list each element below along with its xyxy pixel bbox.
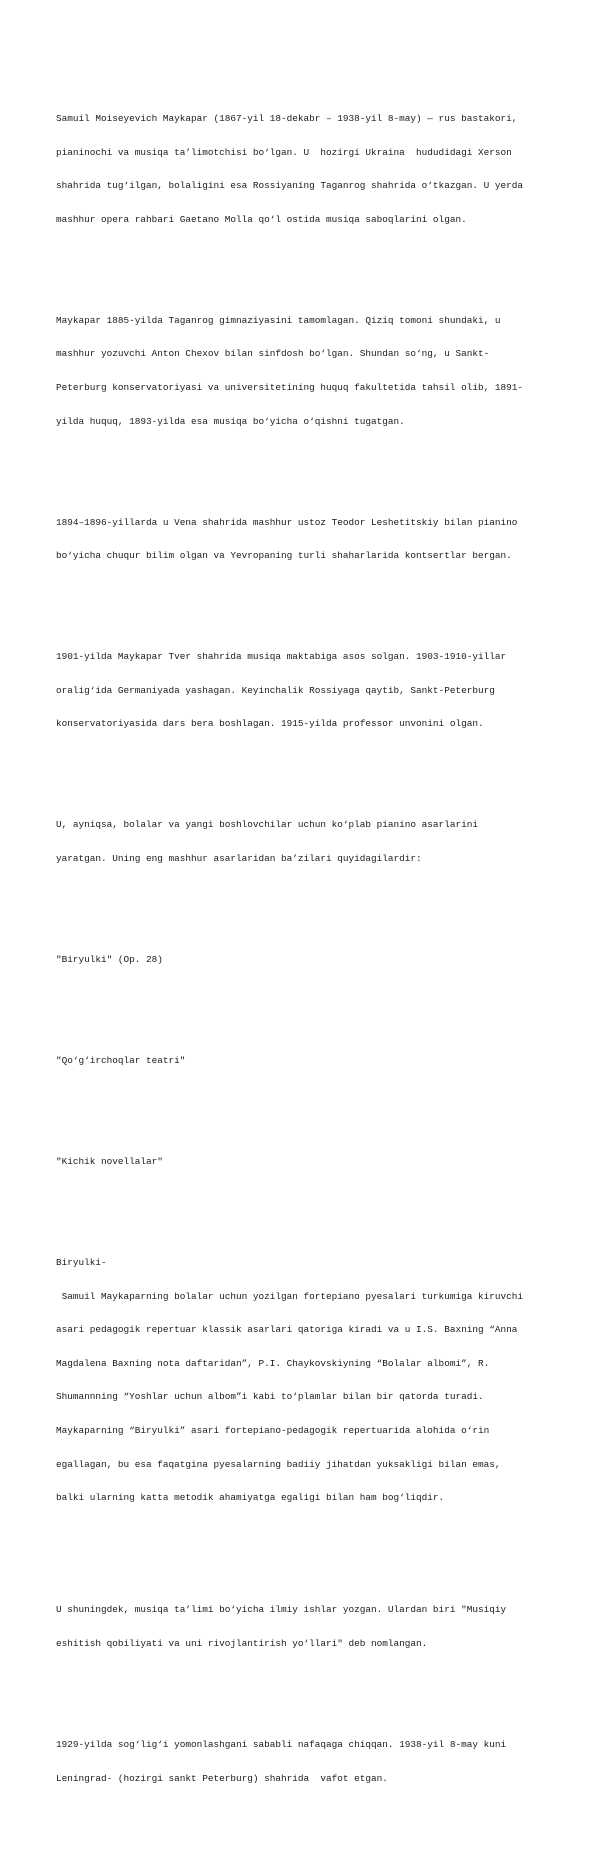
text-line: "Kichik novellalar"	[56, 1155, 163, 1167]
paragraph-career	[56, 629, 566, 752]
text-line: asari pedagogik repertuar klassik asarlari qatoriga kiradi va u I.S. Baxning “Anna	[56, 1324, 518, 1336]
text-line: oralig‘ida Germaniyada yashagan. Keyinchalik Rossiyaga qaytib, Sankt-Peterburg	[56, 684, 495, 696]
text-line: mashhur opera rahbari Gaetano Molla qo‘l ostida musiqa saboqlarini olgan.	[56, 213, 467, 225]
text-line: konservatoriyasida dars bera boshlagan. 1915-yilda professor unvonini olgan.	[56, 718, 484, 730]
text-line: mashhur yozuvchi Anton Chexov bilan sinfdosh bo‘lgan. Shundan so‘ng, u Sankt-	[56, 348, 490, 360]
text-line: Peterburg konservatoriyasi va universitetining huquq fakultetida tahsil olib, 1891-	[56, 381, 523, 393]
text-line: Leningrad- (hozirgi sankt Peterburg) shahrida vafot etgan.	[56, 1772, 388, 1784]
text-line: 1929-yilda sog‘lig‘i yomonlashgani sababli nafaqaga chiqqan. 1938-yil 8-may kuni	[56, 1738, 507, 1750]
text-line: shahrida tug‘ilgan, bolaligini esa Rossiyaning Taganrog shahrida o‘tkazgan. U yerda	[56, 180, 523, 192]
paragraph-intro	[56, 91, 566, 248]
text-line: U, ayniqsa, bolalar va yangi boshlovchilar uchun ko‘plab pianino asarlarini	[56, 819, 478, 831]
text-line: eshitish qobiliyati va uni rivojlantirish yo‘llari" deb nomlangan.	[56, 1637, 428, 1649]
text-line: U shuningdek, musiqa ta’limi bo‘yicha ilmiy ishlar yozgan. Ulardan biri "Musiqiy	[56, 1604, 507, 1616]
text-line: 1894–1896-yillarda u Vena shahrida mashhur ustoz Teodor Leshetitskiy bilan pianino	[56, 516, 518, 528]
paragraph-death	[56, 1717, 566, 1807]
text-line: yilda huquq, 1893-yilda esa musiqa bo‘yicha o‘qishni tugatgan.	[56, 415, 405, 427]
text-line: Magdalena Baxning nota daftaridan”, P.I. Chaykovskiyning “Bolalar albomi”, R.	[56, 1357, 490, 1369]
text-line: Samuil Moiseyevich Maykapar (1867-yil 18-dekabr – 1938-yil 8-may) — rus bastakori,	[56, 113, 518, 125]
text-line: bo‘yicha chuqur bilim olgan va Yevropaning turli shaharlarida kontsertlar bergan.	[56, 550, 512, 562]
text-line: "Qo‘g‘irchoqlar teatri"	[56, 1054, 186, 1066]
text-line: Samuil Maykaparning bolalar uchun yozilgan fortepiano pyesalari turkumiga kiruvchi	[56, 1290, 523, 1302]
paragraph-vienna	[56, 494, 566, 584]
paragraph-education	[56, 292, 566, 449]
work-title-biryulki	[56, 932, 566, 988]
text-line: yaratgan. Uning eng mashhur asarlaridan ba’zilari quyidagilardir:	[56, 852, 422, 864]
text-line: pianinochi va musiqa ta’limotchisi bo‘lgan. U hozirgi Ukraina hududidagi Xerson	[56, 146, 512, 158]
paragraph-works-intro	[56, 797, 566, 887]
paragraph-research	[56, 1582, 566, 1672]
work-title-puppet-theatre	[56, 1033, 566, 1089]
text-line: Maykapar 1885-yilda Taganrog gimnaziyasini tamomlagan. Qiziq tomoni shundaki, u	[56, 314, 501, 326]
text-line: Shumannning “Yoshlar uchun albom”i kabi to‘plamlar bilan bir qatorda turadi.	[56, 1391, 484, 1403]
text-line: 1901-yilda Maykapar Tver shahrida musiqa maktabiga asos solgan. 1903-1910-yillar	[56, 651, 507, 663]
work-title-short-novels	[56, 1134, 566, 1190]
text-line: balki ularning katta metodik ahamiyatga egaligi bilan ham bog‘liqdir.	[56, 1492, 445, 1504]
text-line: Maykaparning “Biryulki” asari fortepiano-pedagogik repertuarida alohida o‘rin	[56, 1424, 490, 1436]
text-line: egallagan, bu esa faqatgina pyesalarning badiiy jihatdan yuksakligi bilan emas,	[56, 1458, 501, 1470]
text-line: Biryulki-	[56, 1256, 107, 1268]
text-line: "Biryulki" (Op. 28)	[56, 953, 163, 965]
document-body	[56, 57, 566, 1851]
paragraph-biryulki	[56, 1235, 566, 1526]
